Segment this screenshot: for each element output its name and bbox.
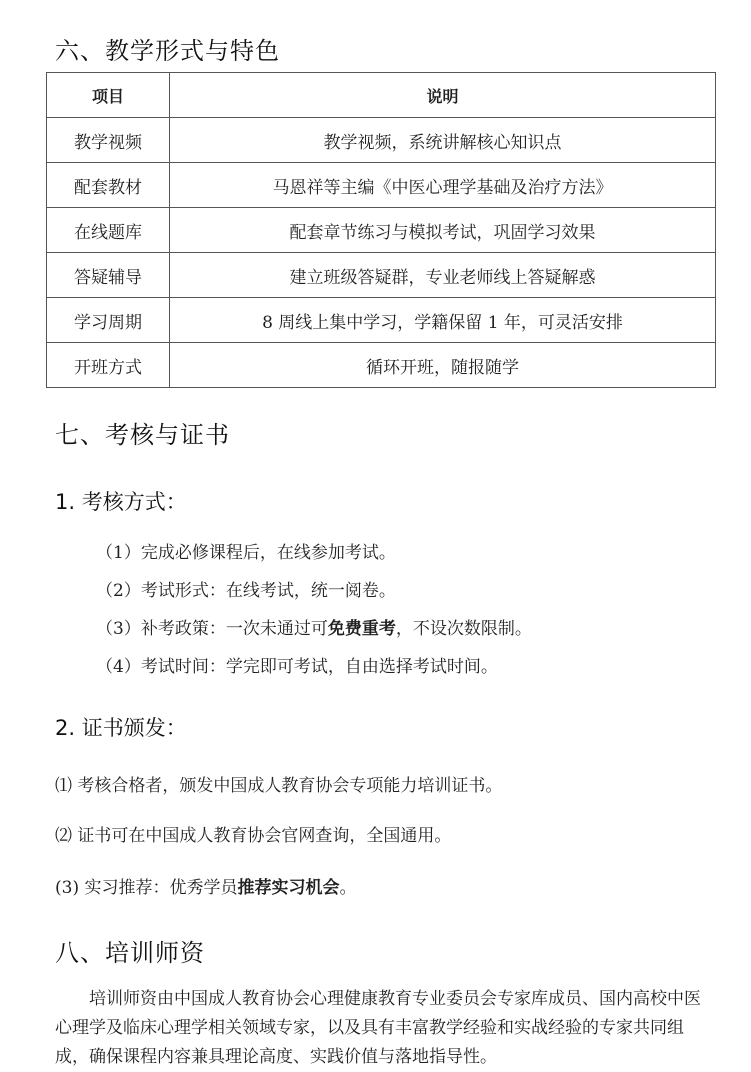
row-desc: 教学视频，系统讲解核心知识点 xyxy=(170,118,716,163)
row-desc: 建立班级答疑群，专业老师线上答疑解惑 xyxy=(170,253,716,298)
row-item: 配套教材 xyxy=(47,163,170,208)
certificate-title: 2. 证书颁发： xyxy=(55,716,187,740)
table-row xyxy=(47,298,716,343)
header-desc: 说明 xyxy=(170,73,716,118)
row-item: 开班方式 xyxy=(47,343,170,388)
exam-item-1: （1）完成必修课程后，在线参加考试。 xyxy=(96,543,396,563)
exam-method-title: 1. 考核方式： xyxy=(55,490,187,514)
cert-item-3 xyxy=(55,873,356,898)
exam-item-3-pre: （3）补考政策：一次未通过可 xyxy=(96,619,328,639)
row-item: 学习周期 xyxy=(47,298,170,343)
table-row xyxy=(47,163,716,208)
exam-item-2: （2）考试形式：在线考试，统一阅卷。 xyxy=(96,581,396,601)
table-row xyxy=(47,343,716,388)
row-desc: 循环开班，随报随学 xyxy=(170,343,716,388)
cert-item-3-pre: (3) 实习推荐：优秀学员 xyxy=(55,878,238,898)
row-item: 教学视频 xyxy=(47,118,170,163)
cert-item-2: ⑵ 证书可在中国成人教育协会官网查询，全国通用。 xyxy=(55,826,452,846)
exam-item-3 xyxy=(96,614,532,639)
section-6-title: 六、教学形式与特色 xyxy=(55,37,280,65)
cert-item-3-post: 。 xyxy=(339,878,357,898)
table-row xyxy=(47,118,716,163)
table-row xyxy=(47,253,716,298)
row-item: 在线题库 xyxy=(47,208,170,253)
row-desc: 配套章节练习与模拟考试，巩固学习效果 xyxy=(170,208,716,253)
section-8-title: 八、培训师资 xyxy=(55,939,205,967)
exam-item-3-bold: 免费重考 xyxy=(327,619,396,639)
header-item: 项目 xyxy=(47,73,170,118)
row-desc: 8 周线上集中学习，学籍保留 1 年，可灵活安排 xyxy=(170,298,716,343)
exam-item-3-post: ，不设次数限制。 xyxy=(395,619,532,639)
faculty-paragraph: 培训师资由中国成人教育协会心理健康教育专业委员会专家库成员、国内高校中医心理学及临床心理学相关领域专家，以及具有丰富教学经验和实战经验的专家共同组成，确保课程内容兼具理论高度、实践价值与落地指导性。 xyxy=(55,989,701,1067)
cert-item-1: ⑴ 考核合格者，颁发中国成人教育协会专项能力培训证书。 xyxy=(55,776,503,796)
table-row xyxy=(47,208,716,253)
section-7-title: 七、考核与证书 xyxy=(55,421,230,449)
exam-item-4: （4）考试时间：学完即可考试，自由选择考试时间。 xyxy=(96,657,498,677)
cert-item-3-bold: 推荐实习机会 xyxy=(237,878,340,898)
table-header-row xyxy=(47,73,716,118)
row-desc: 马恩祥等主编《中医心理学基础及治疗方法》 xyxy=(170,163,716,208)
row-item: 答疑辅导 xyxy=(47,253,170,298)
teaching-format-table xyxy=(46,72,716,388)
